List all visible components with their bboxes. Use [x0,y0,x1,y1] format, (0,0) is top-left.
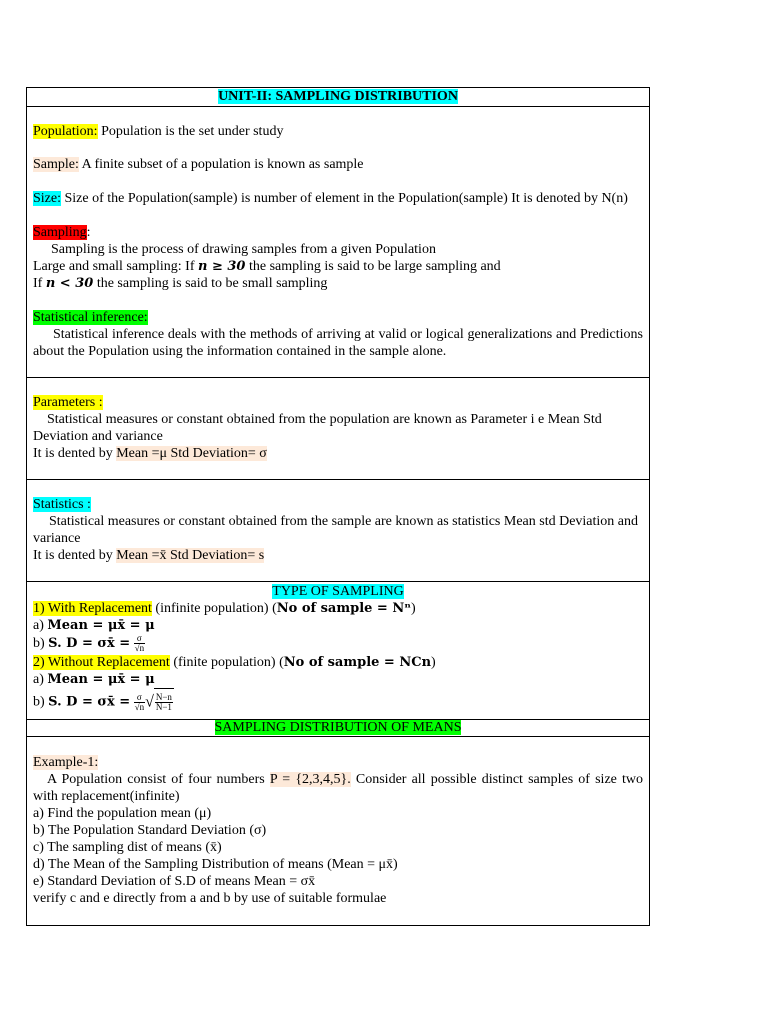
parameters-denoted [33,445,643,462]
with-replacement-sd [33,634,643,654]
statistics-denoted-value: Mean =x̄ Std Deviation= s [116,548,265,563]
parameters-section [26,377,650,479]
parameters-text: Statistical measures or constant obtained from the population are known as Parameter i e Mean Std Deviation and variance [33,412,602,444]
inference-heading [33,309,643,326]
with-b-prefix: b) [33,636,49,651]
with-replacement-note: (infinite population) ( [151,601,277,616]
with-replacement-sd-formula: S. D = σx̄ = [48,636,131,651]
example-suffix: Consider all possible distinct samples of size two with replacement(infinite) [33,772,643,804]
population-text: Population is the set under study [97,124,284,139]
with-replacement-line [33,600,643,617]
population-term: Population: [33,124,98,139]
parameters-denoted-prefix: It is dented by [33,446,117,461]
document-table [26,87,650,926]
radical-fraction [155,693,173,712]
small-sampling-line [33,275,643,292]
sample-text: A finite subset of a population is known as sample [78,157,364,172]
with-replacement-label: 1) With Replacement [33,601,152,616]
size-term: Size: [33,191,61,206]
example-heading [33,754,643,771]
population-definition [33,123,643,140]
fraction-numerator: σ [134,693,145,703]
without-replacement-sd-formula: S. D = σx̄ = [48,694,131,710]
example-item: a) Find the population mean (μ) [33,806,212,821]
parameters-term: Parameters : [33,395,103,410]
type-of-sampling-heading [33,583,643,600]
size-definition [33,190,643,207]
example-statement [33,771,643,805]
type-of-sampling-title: TYPE OF SAMPLING [272,584,404,599]
inference-text: Statistical inference deals with the methods of arriving at valid or logical generalizations and Predictions about the Population using the information contained in the sample alone. [33,327,643,359]
sampling-means-heading [27,720,649,737]
small-prefix: If [33,276,46,291]
definitions-section [27,107,649,377]
large-prefix: Large and small sampling: If [33,259,198,274]
size-text: Size of the Population(sample) is number of element in the Population(sample) It is denoted by N(n) [61,191,628,206]
fraction-denominator: √n [134,643,145,654]
without-a-prefix: a) [33,672,48,687]
sample-definition [33,156,643,173]
without-b-prefix: b) [33,694,49,710]
example-label: Example-1: [33,755,99,770]
sampling-colon: : [86,225,91,240]
fraction-denominator: √n [134,702,145,712]
with-replacement-mean-formula: Mean = μx̄ = μ [47,618,155,633]
radical-numerator: N−n [155,692,172,703]
with-replacement-mean [33,617,643,634]
with-replacement-close: ) [410,601,416,616]
type-of-sampling-section [26,581,650,719]
with-replacement-formula: No of sample = Nⁿ [276,601,411,616]
statistics-heading [33,496,643,513]
without-replacement-formula: No of sample = NCn [283,655,432,670]
large-condition: n ≥ 30 [197,259,246,274]
statistics-term: Statistics : [33,497,91,512]
example-verify: verify c and e directly from a and b by use of suitable formulae [33,891,387,906]
parameters-denoted-value: Mean =μ Std Deviation= σ [116,446,267,461]
large-sampling-line [33,258,643,275]
without-replacement-mean [33,671,643,688]
without-replacement-mean-formula: Mean = μx̄ = μ [47,672,155,687]
radical-sign: √ [145,693,154,711]
without-replacement-note: (finite population) ( [169,655,284,670]
statistics-section [26,479,650,581]
without-replacement-close: ) [431,655,436,670]
sampling-text: Sampling is the process of drawing samples from a given Population [51,242,436,257]
without-replacement-sd-fraction [134,693,145,712]
radical-content [154,688,174,717]
statistics-denoted-prefix: It is dented by [33,548,117,563]
example-prefix: A Population consist of four numbers [47,772,270,787]
example-item: c) The sampling dist of means (x̄) [33,840,222,855]
without-replacement-line [33,654,643,671]
inference-term: Statistical inference: [33,310,148,325]
page-title: UNIT-II: SAMPLING DISTRIBUTION [218,89,458,104]
parameters-heading [33,394,643,411]
statistics-denoted [33,547,643,564]
sampling-means-title: SAMPLING DISTRIBUTION OF MEANS [214,720,462,735]
sampling-means-section [26,719,650,926]
statistics-text: Statistical measures or constant obtained from the sample are known as statistics Mean std Deviation and variance [33,514,639,546]
small-suffix: the sampling is said to be small sampling [93,276,328,291]
without-replacement-label: 2) Without Replacement [33,655,170,670]
radical-denominator: N−1 [155,702,172,713]
with-replacement-sd-fraction [134,634,145,653]
sampling-definition-heading [33,224,643,241]
small-condition: n < 30 [45,276,94,291]
example-item: e) Standard Deviation of S.D of means Mean = σx̄ [33,874,316,889]
example-set: P = {2,3,4,5}. [269,772,351,787]
title-row [26,87,650,377]
fraction-numerator: σ [134,634,145,644]
example-item: d) The Mean of the Sampling Distribution of means (Mean = μx̄) [33,857,398,872]
example-item: b) The Population Standard Deviation (σ) [33,823,267,838]
large-suffix: the sampling is said to be large sampling and [245,259,501,274]
sample-term: Sample: [33,157,79,172]
sampling-term: Sampling [33,225,87,240]
without-replacement-sd [33,688,643,717]
with-a-prefix: a) [33,618,48,633]
